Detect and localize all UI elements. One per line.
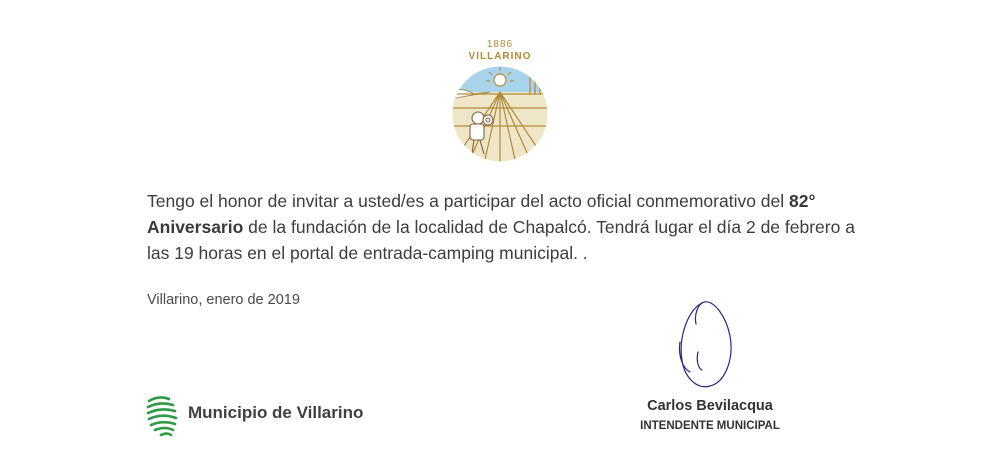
invitation-part-1: Tengo el honor de invitar a usted/es a participar del acto oficial conmemorativo del — [147, 191, 790, 211]
municipality-logo-icon — [145, 393, 179, 439]
invitation-part-2: de la fundación de la localidad de Chapalcó. Tendrá lugar el día 2 de febrero a las 19 horas en el portal de entrada-camping municipal. . — [147, 217, 855, 263]
villarino-crest — [444, 34, 556, 166]
signer-title: INTENDENTE MUNICIPAL — [640, 420, 780, 432]
municipality-name: Municipio de Villarino — [188, 403, 364, 422]
place-date: Villarino, enero de 2019 — [147, 292, 300, 308]
signer-name: Carlos Bevilacqua — [647, 398, 773, 414]
crest-emblem-icon — [444, 64, 556, 166]
crest-name: VILLARINO — [468, 51, 532, 62]
invitation-text — [147, 188, 877, 266]
crest-year: 1886 — [486, 39, 514, 50]
handwritten-signature — [668, 298, 748, 394]
anniversary-highlight: 82° Aniversario — [147, 191, 816, 237]
